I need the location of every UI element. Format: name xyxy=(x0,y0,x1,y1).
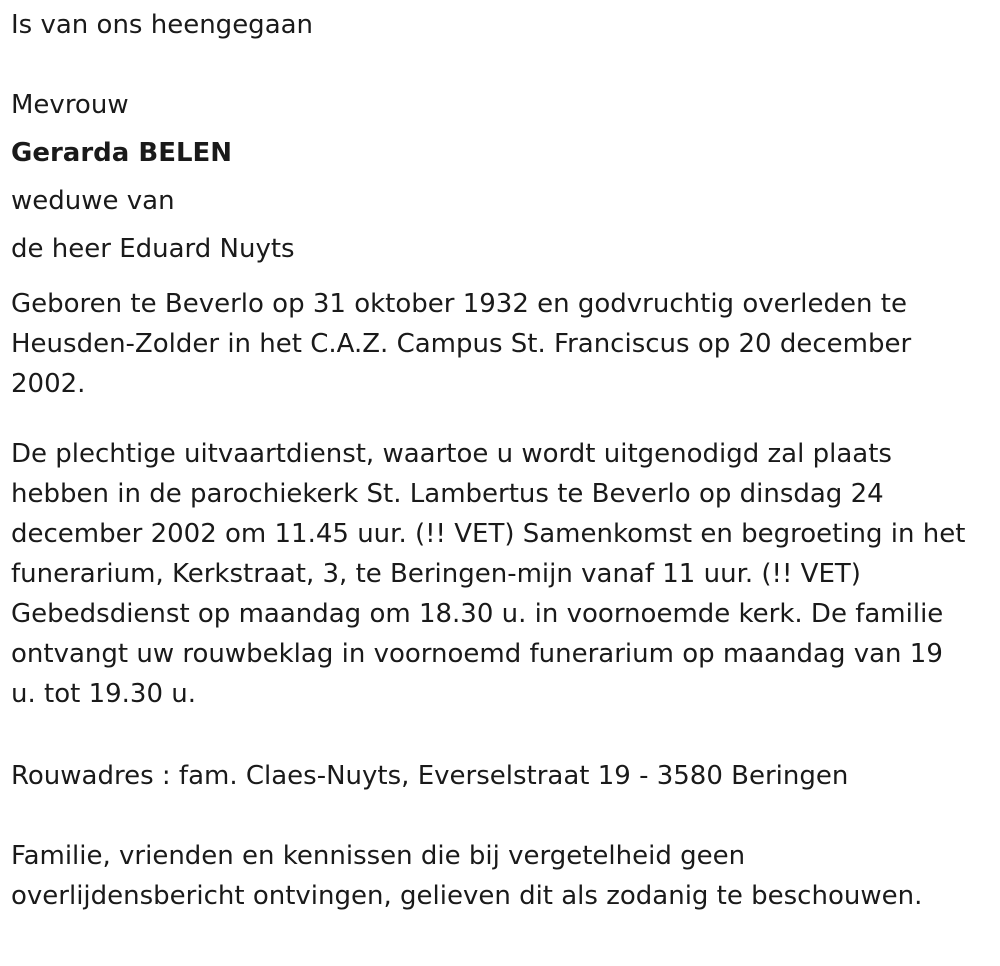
address-paragraph xyxy=(11,756,986,796)
paragraph-line: De plechtige uitvaartdienst, waartoe u wordt uitgenodigd zal plaats xyxy=(11,439,892,469)
relation-text: weduwe van xyxy=(11,186,175,216)
paragraph-line: Gebedsdienst op maandag om 18.30 u. in voornoemde kerk. De familie xyxy=(11,599,944,629)
spacer xyxy=(11,49,986,81)
paragraph-line: Geboren te Beverlo op 31 oktober 1932 en godvruchtig overleden te xyxy=(11,289,907,319)
paragraph-line: Heusden-Zolder in het C.A.Z. Campus St. Franciscus op 20 december xyxy=(11,329,912,359)
spouse-name: de heer Eduard Nuyts xyxy=(11,234,295,264)
paragraph-line: december 2002 om 11.45 uur. (!! VET) Samenkomst en begroeting in het xyxy=(11,519,966,549)
paragraph-line: funerarium, Kerkstraat, 3, te Beringen-mijn vanaf 11 uur. (!! VET) xyxy=(11,559,861,589)
paragraph-line: Familie, vrienden en kennissen die bij vergetelheid geen xyxy=(11,841,746,871)
paragraph-line: 2002. xyxy=(11,369,86,399)
deceased-name: Gerarda BELEN xyxy=(11,138,233,168)
paragraph-line: hebben in de parochiekerk St. Lambertus te Beverlo op dinsdag 24 xyxy=(11,479,884,509)
death-notice xyxy=(11,0,986,916)
mourning-address: Rouwadres : fam. Claes-Nuyts, Everselstraat 19 - 3580 Beringen xyxy=(11,761,849,791)
paragraph-line: u. tot 19.30 u. xyxy=(11,679,197,709)
closing-paragraph xyxy=(11,836,986,916)
funeral-paragraph xyxy=(11,434,986,714)
intro-text: Is van ons heengegaan xyxy=(11,10,314,40)
paragraph-line: overlijdensbericht ontvingen, gelieven dit als zodanig te beschouwen. xyxy=(11,881,923,911)
birth-death-paragraph xyxy=(11,284,986,404)
paragraph-line: ontvangt uw rouwbeklag in voornoemd funerarium op maandag van 19 xyxy=(11,639,943,669)
honorific: Mevrouw xyxy=(11,90,129,120)
